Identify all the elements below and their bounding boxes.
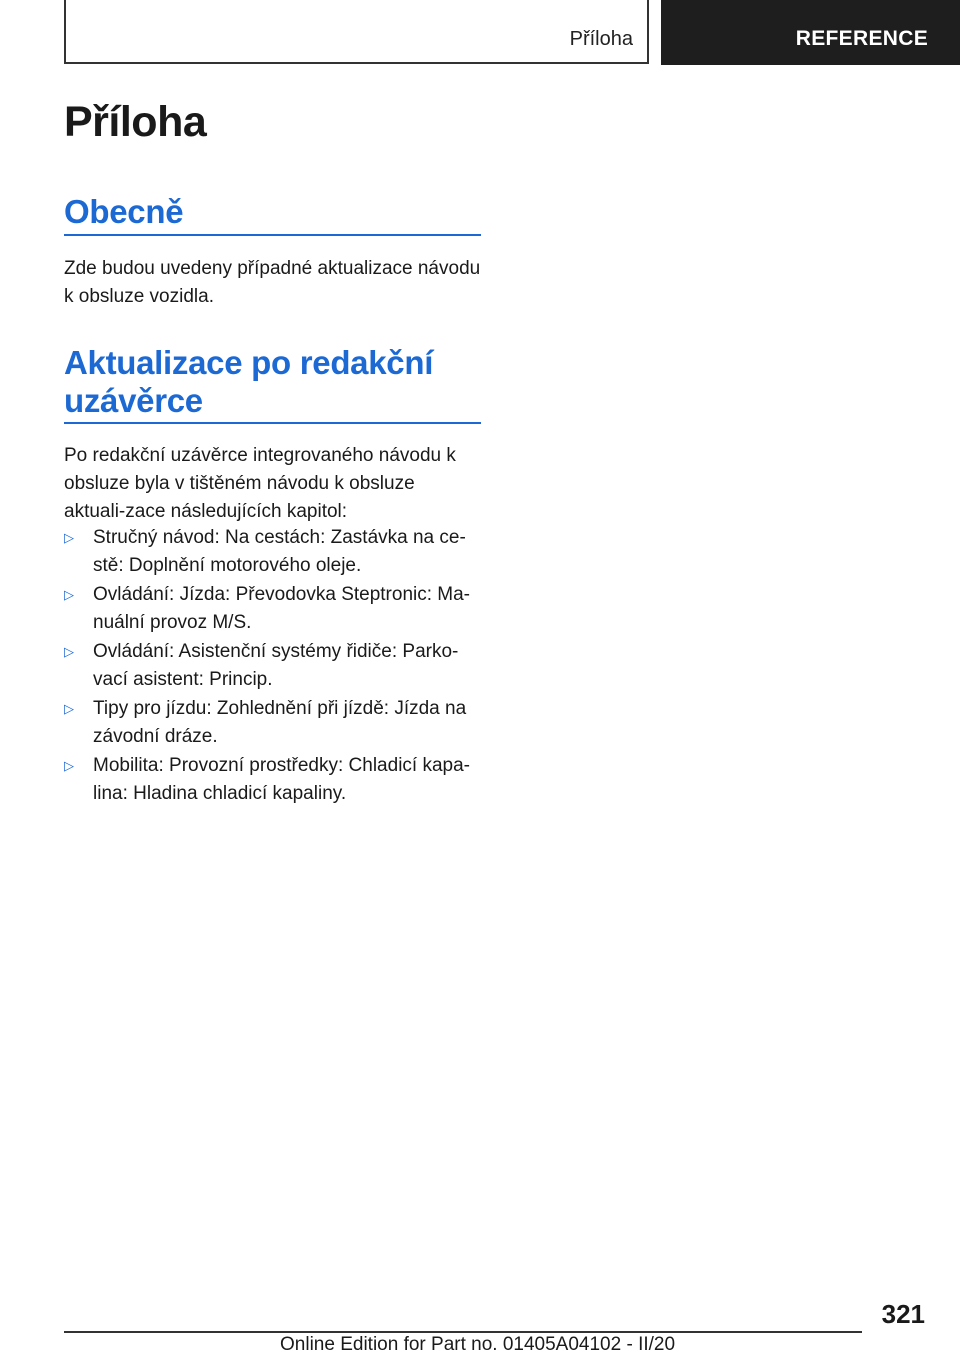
page-number: 321 — [881, 1299, 925, 1329]
list-item — [64, 581, 481, 638]
list-item-text: Tipy pro jízdu: Zohlednění při jízdě: Jízda na závodní dráze. — [93, 698, 467, 747]
footer-edition-text: Online Edition for Part no. 01405A04102 - II/20 — [280, 1334, 676, 1355]
header-section-tab — [64, 0, 649, 64]
header-section-label: Příloha — [569, 28, 633, 50]
list-item-text: Ovládání: Asistenční systémy řidiče: Parko-vací asistent: Princip. — [93, 641, 459, 690]
section-divider-general — [64, 234, 481, 236]
list-item — [64, 524, 481, 581]
section-body-updates: Po redakční uzávěrce integrovaného návodu k obsluze byla v tištěném návodu k obsluze aktuali-zace následujících kapitol: — [64, 445, 456, 522]
section-body-general: Zde budou uvedeny případné aktualizace návodu k obsluze vozidla. — [64, 258, 481, 307]
section-heading-general: Obecně — [64, 193, 184, 230]
updated-chapters-list — [64, 524, 481, 809]
triangle-bullet-icon: ▷ — [64, 587, 74, 602]
section-heading-updates: Aktualizace po redakční uzávěrce — [64, 344, 434, 419]
triangle-bullet-icon: ▷ — [64, 644, 74, 659]
list-item — [64, 695, 481, 752]
triangle-bullet-icon: ▷ — [64, 758, 74, 773]
list-item-text: Mobilita: Provozní prostředky: Chladicí kapa-lina: Hladina chladicí kapaliny. — [93, 755, 470, 804]
header-reference-tab — [661, 0, 960, 65]
section-divider-updates — [64, 422, 481, 424]
triangle-bullet-icon: ▷ — [64, 701, 74, 716]
list-item — [64, 752, 481, 809]
header-reference-label: REFERENCE — [795, 27, 928, 50]
list-item-text: Stručný návod: Na cestách: Zastávka na ce-stě: Doplnění motorového oleje. — [93, 527, 466, 576]
list-item — [64, 638, 481, 695]
page-title: Příloha — [64, 98, 207, 146]
footer-divider — [64, 1331, 862, 1333]
list-item-text: Ovládání: Jízda: Převodovka Steptronic: Ma-nuální provoz M/S. — [93, 584, 471, 633]
triangle-bullet-icon: ▷ — [64, 530, 74, 545]
